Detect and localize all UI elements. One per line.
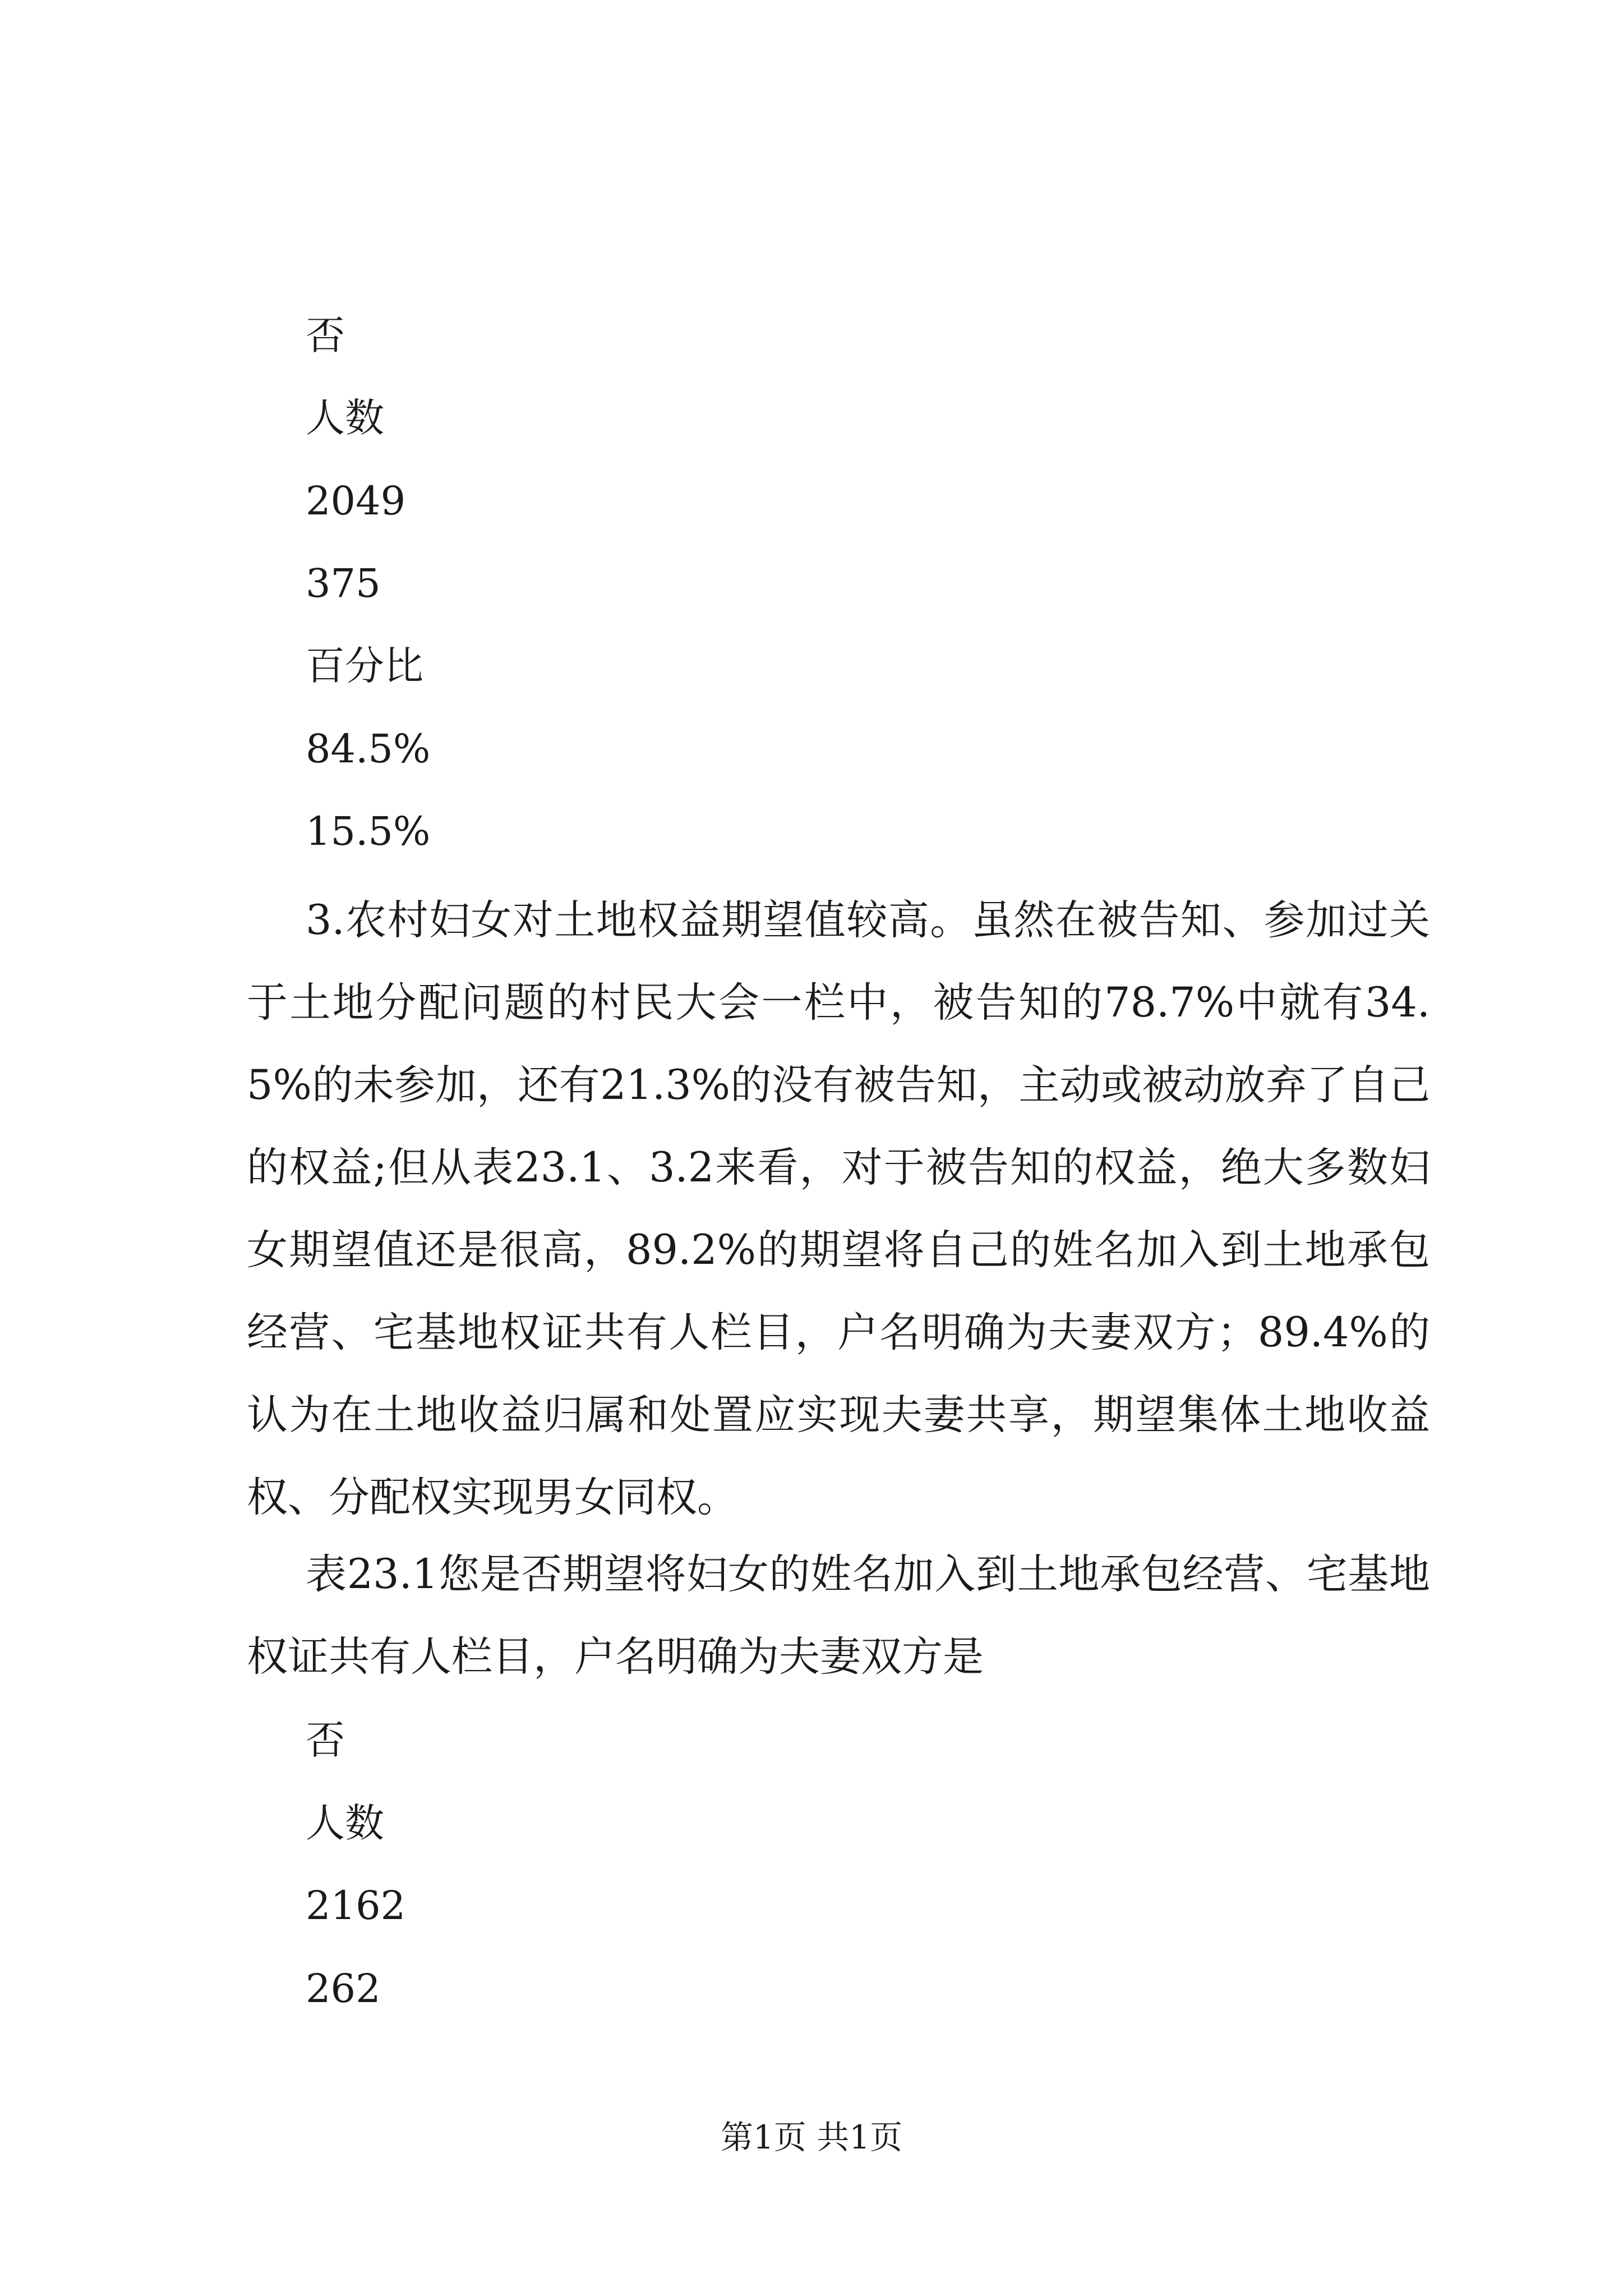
table-count-label: 人数 [306, 395, 384, 441]
table2-count-yes: 2162 [306, 1883, 406, 1929]
table-caption: 表23.1您是否期望将妇女的姓名加入到土地承包经营、宅基地权证共有人栏目，户名明确为夫妻双方是 [247, 1550, 1430, 1681]
table2-option-no: 否 [306, 1717, 345, 1763]
body-paragraph: 3.农村妇女对土地权益期望值较高。虽然在被告知、参加过关于土地分配问题的村民大会一栏中，被告知的78.7%中就有34.5%的未参加，还有21.3%的没有被告知，主动或被动放弃了自己的权益;但从表23.1、3.2来看，对于被告知的权益，绝大多数妇女期望值还是很高，89.2%的期望将自己的姓名加入到土地承包经营、宅基地权证共有人栏目，户名明确为夫妻双方；89.4%的认为在土地收益归属和处置应实现夫妻共享，期望集体土地收益权、分配权实现男女同权。 [247, 896, 1430, 1521]
table2-count-label: 人数 [306, 1800, 384, 1846]
table-option-no: 否 [306, 312, 345, 358]
table2-count-no: 262 [306, 1966, 381, 2012]
table-count-no: 375 [306, 560, 381, 606]
table-count-yes: 2049 [306, 478, 406, 524]
page-footer: 第1页 共1页 [720, 2118, 903, 2156]
table-percent-no: 15.5% [306, 808, 431, 854]
table-percent-label: 百分比 [306, 643, 423, 689]
table-percent-yes: 84.5% [306, 726, 431, 772]
